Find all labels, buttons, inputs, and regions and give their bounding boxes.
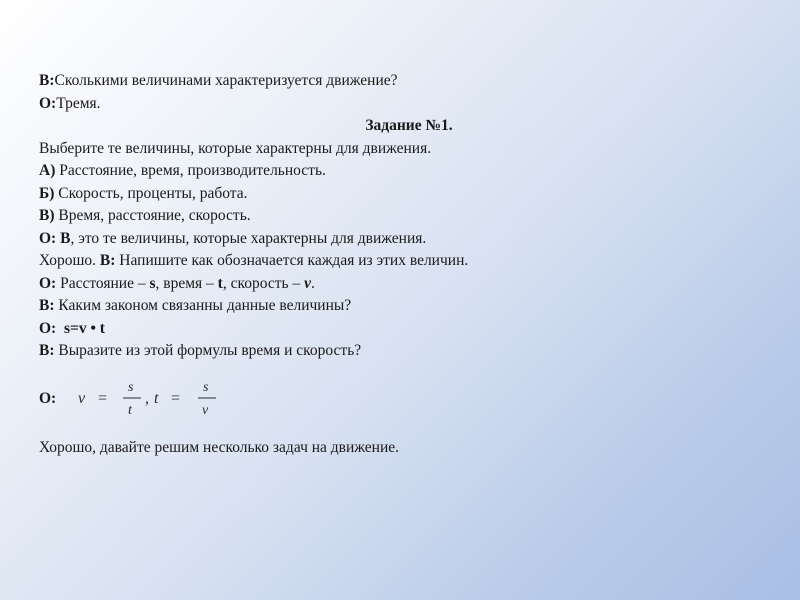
formula-v: v xyxy=(78,389,86,407)
formula-fractions xyxy=(68,379,238,419)
task-title-text: Задание №1. xyxy=(365,117,453,134)
option-text: Расстояние, время, производительность. xyxy=(55,162,326,179)
question-5 xyxy=(39,340,759,363)
formula-eq-2: = xyxy=(171,389,181,407)
line-lead: В: xyxy=(99,252,116,269)
slide-content xyxy=(39,70,759,459)
line-text: Каким законом связанны данные величины? xyxy=(54,297,352,314)
formula-denominator-v: v xyxy=(202,402,209,418)
line-lead: О: xyxy=(39,274,57,292)
line-text: Тремя. xyxy=(56,94,101,112)
line-lead: В: xyxy=(39,297,55,314)
line-lead: О: В xyxy=(39,229,71,247)
line-text: Напишите как обозначается каждая из этих величин. xyxy=(115,252,469,269)
question-3 xyxy=(39,250,759,273)
formula-separator: , xyxy=(145,389,150,407)
formula-numerator-s2: s xyxy=(203,379,209,395)
line-text: Расстояние – xyxy=(56,274,150,292)
answer-1 xyxy=(39,93,759,116)
formula-numerator-s: s xyxy=(128,379,134,395)
line-text: Выберите те величины, которые характерны для движения. xyxy=(39,139,432,157)
line-lead: В: xyxy=(39,72,55,89)
option-a xyxy=(39,160,759,183)
line-lead: О: xyxy=(39,389,57,407)
line-text: Сколькими величинами характеризуется движение? xyxy=(54,72,398,89)
formula-t: t xyxy=(154,389,159,407)
symbol-t: t xyxy=(217,274,223,292)
line-lead: О: xyxy=(39,319,57,337)
line-text: , время – xyxy=(155,274,218,292)
option-letter: Б) xyxy=(39,184,55,202)
task-instruction xyxy=(39,138,759,161)
option-letter: А) xyxy=(39,162,56,179)
line-text: Хорошо, давайте решим несколько задач на движение. xyxy=(39,438,400,456)
answer-4 xyxy=(39,318,759,341)
option-letter: В) xyxy=(39,207,55,224)
line-pre: Хорошо. xyxy=(39,252,100,269)
symbol-v: v xyxy=(304,274,311,292)
formula-s-vt: s=v • t xyxy=(63,319,105,337)
line-text: . xyxy=(310,274,315,292)
option-text: Время, расстояние, скорость. xyxy=(54,207,251,224)
option-b xyxy=(39,183,759,206)
question-1 xyxy=(39,70,759,93)
symbol-s: s xyxy=(149,274,156,292)
question-4 xyxy=(39,295,759,318)
line-text: , скорость – xyxy=(222,274,305,292)
answer-3 xyxy=(39,273,759,296)
task-title xyxy=(39,115,759,138)
answer-5 xyxy=(39,379,759,419)
line-text: , это те величины, которые характерны для движения. xyxy=(70,229,427,247)
closing-text xyxy=(39,437,759,460)
line-text: Выразите из этой формулы время и скорость? xyxy=(54,342,362,359)
spacer xyxy=(39,363,759,379)
answer-2 xyxy=(39,228,759,251)
line-lead: О: xyxy=(39,94,57,112)
line-lead: В: xyxy=(39,342,55,359)
formula-denominator-t: t xyxy=(128,402,133,418)
formula-eq-1: = xyxy=(98,389,108,407)
option-text: Скорость, проценты, работа. xyxy=(54,184,248,202)
option-v xyxy=(39,205,759,228)
